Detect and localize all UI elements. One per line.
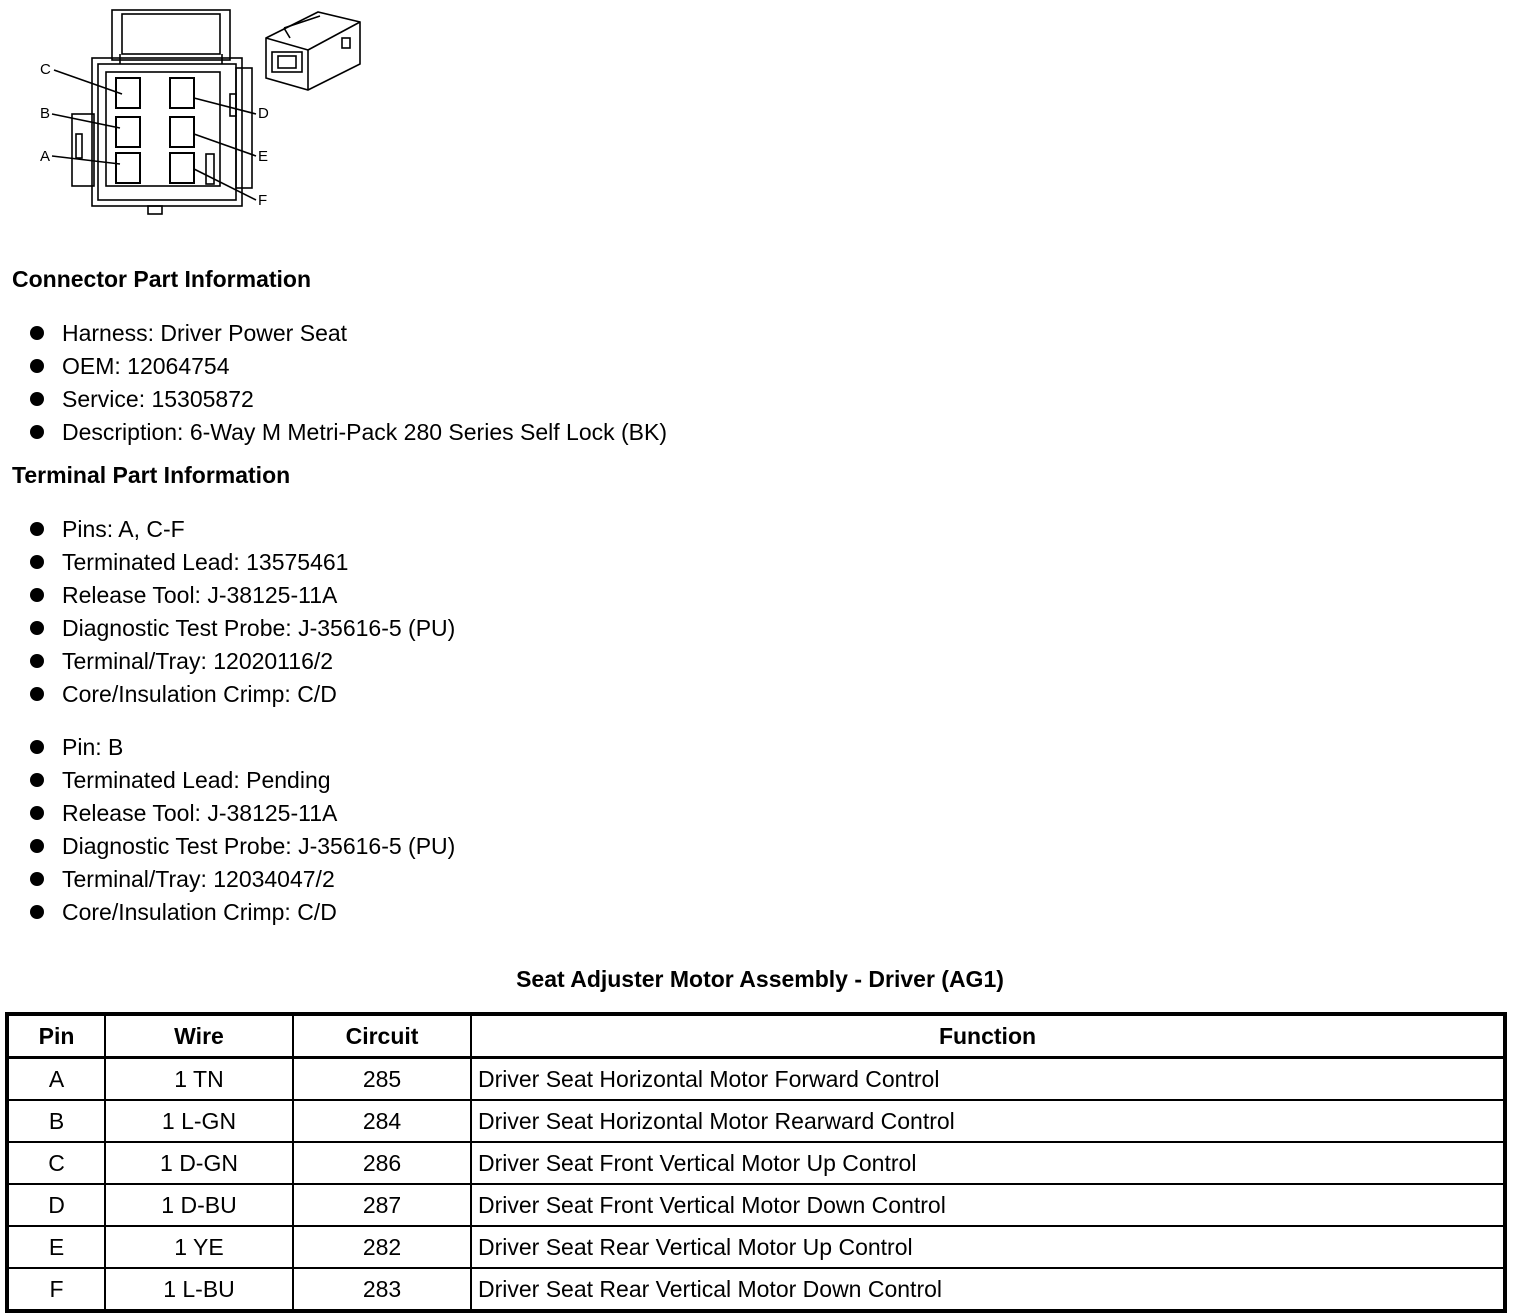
list-item: Harness: Driver Power Seat: [28, 317, 667, 350]
bullet-icon: [30, 806, 44, 820]
pin-label-c: C: [40, 61, 51, 78]
bullet-icon: [30, 392, 44, 406]
cell-wire: 1 D-GN: [105, 1142, 293, 1184]
cell-function: Driver Seat Horizontal Motor Rearward Control: [471, 1100, 1505, 1142]
pin-label-b: B: [40, 105, 51, 122]
column-header-pin: Pin: [7, 1014, 105, 1058]
list-item: Core/Insulation Crimp: C/D: [28, 896, 455, 929]
cell-function: Driver Seat Horizontal Motor Forward Control: [471, 1058, 1505, 1101]
list-item: Diagnostic Test Probe: J-35616-5 (PU): [28, 612, 455, 645]
bullet-icon: [30, 687, 44, 701]
table-row: [7, 1268, 1505, 1311]
bullet-icon: [30, 872, 44, 886]
list-item: Pins: A, C-F: [28, 513, 455, 546]
pin-table: [5, 1012, 1507, 1313]
list-item: Release Tool: J-38125-11A: [28, 797, 455, 830]
list-item: Description: 6-Way M Metri-Pack 280 Series Self Lock (BK): [28, 416, 667, 449]
column-header-circuit: Circuit: [293, 1014, 471, 1058]
list-item: Terminal/Tray: 12020116/2: [28, 645, 455, 678]
connector-info-heading: Connector Part Information: [12, 266, 312, 292]
cell-function: Driver Seat Rear Vertical Motor Down Control: [471, 1268, 1505, 1311]
cell-wire: 1 TN: [105, 1058, 293, 1101]
cell-pin: D: [7, 1184, 105, 1226]
list-item: Pin: B: [28, 731, 455, 764]
cell-pin: B: [7, 1100, 105, 1142]
cell-circuit: 283: [293, 1268, 471, 1311]
list-item: Service: 15305872: [28, 383, 667, 416]
cell-function: Driver Seat Front Vertical Motor Up Control: [471, 1142, 1505, 1184]
pin-label-a: A: [40, 148, 51, 165]
list-item: Release Tool: J-38125-11A: [28, 579, 455, 612]
column-header-wire: Wire: [105, 1014, 293, 1058]
bullet-icon: [30, 905, 44, 919]
table-row: [7, 1100, 1505, 1142]
cell-pin: A: [7, 1058, 105, 1101]
table-header-row: [7, 1014, 1505, 1058]
cell-circuit: 282: [293, 1226, 471, 1268]
terminal-info-group-2: [28, 731, 455, 929]
bullet-icon: [30, 425, 44, 439]
bullet-icon: [30, 740, 44, 754]
table-title: Seat Adjuster Motor Assembly - Driver (AG1): [516, 966, 1004, 992]
cell-wire: 1 YE: [105, 1226, 293, 1268]
cell-wire: 1 L-BU: [105, 1268, 293, 1311]
cell-function: Driver Seat Rear Vertical Motor Up Control: [471, 1226, 1505, 1268]
terminal-info-group-1: [28, 513, 455, 711]
bullet-icon: [30, 359, 44, 373]
table-row: [7, 1142, 1505, 1184]
bullet-icon: [30, 522, 44, 536]
bullet-icon: [30, 654, 44, 668]
cell-function: Driver Seat Front Vertical Motor Down Control: [471, 1184, 1505, 1226]
connector-3d-icon: [266, 12, 360, 90]
cell-pin: C: [7, 1142, 105, 1184]
bullet-icon: [30, 326, 44, 340]
bullet-icon: [30, 555, 44, 569]
table-row: [7, 1184, 1505, 1226]
pin-label-d: D: [258, 105, 269, 122]
list-item: Terminated Lead: Pending: [28, 764, 455, 797]
list-item: OEM: 12064754: [28, 350, 667, 383]
cell-circuit: 285: [293, 1058, 471, 1101]
list-item: Diagnostic Test Probe: J-35616-5 (PU): [28, 830, 455, 863]
cell-circuit: 286: [293, 1142, 471, 1184]
bullet-icon: [30, 773, 44, 787]
column-header-function: Function: [471, 1014, 1505, 1058]
cell-pin: E: [7, 1226, 105, 1268]
cell-wire: 1 D-BU: [105, 1184, 293, 1226]
bullet-icon: [30, 588, 44, 602]
connector-info-list: [28, 317, 667, 449]
connector-diagram: [30, 4, 370, 218]
bullet-icon: [30, 621, 44, 635]
list-item: Terminal/Tray: 12034047/2: [28, 863, 455, 896]
table-row: [7, 1058, 1505, 1101]
list-item: Terminated Lead: 13575461: [28, 546, 455, 579]
bullet-icon: [30, 839, 44, 853]
cell-circuit: 287: [293, 1184, 471, 1226]
cell-pin: F: [7, 1268, 105, 1311]
pin-label-f: F: [258, 192, 268, 209]
cell-circuit: 284: [293, 1100, 471, 1142]
cell-wire: 1 L-GN: [105, 1100, 293, 1142]
table-row: [7, 1226, 1505, 1268]
terminal-info-heading: Terminal Part Information: [12, 462, 291, 488]
list-item: Core/Insulation Crimp: C/D: [28, 678, 455, 711]
pin-label-e: E: [258, 148, 269, 165]
